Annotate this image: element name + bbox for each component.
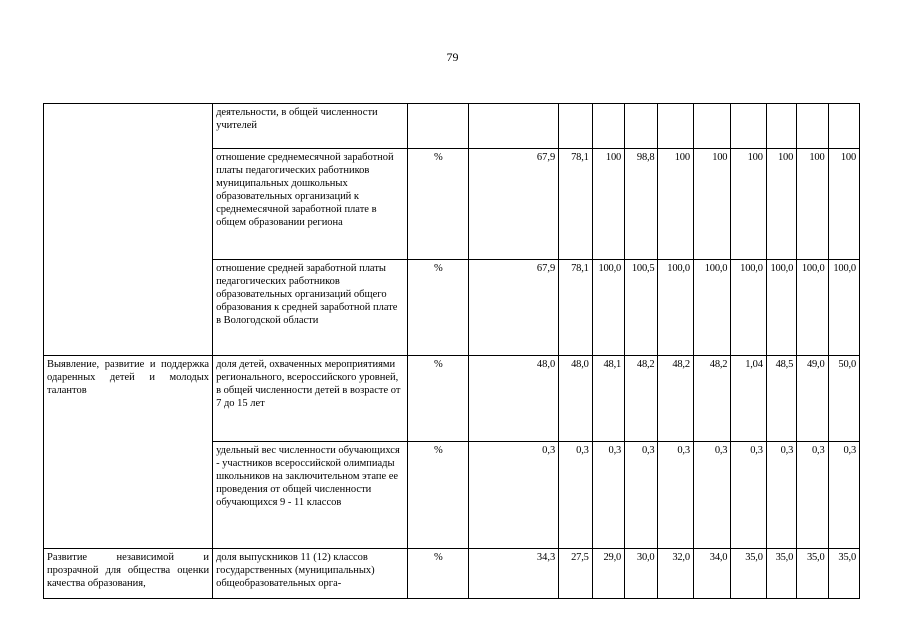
year-value-cell: 0,3 xyxy=(828,442,859,549)
indicator-cell: удельный вес численности обучающихся - участников всероссийской олимпиады школьников на заключительном этапе ее проведения от общей численности обучающихся 9 - 11 классов xyxy=(213,442,408,549)
year-value-cell: 100 xyxy=(693,149,730,260)
year-value-cell: 1,04 xyxy=(731,356,766,442)
table-row xyxy=(44,356,860,442)
unit-cell: % xyxy=(408,149,469,260)
year-value-cell: 0,3 xyxy=(592,442,624,549)
year-value-cell: 35,0 xyxy=(766,549,796,599)
base-value-cell xyxy=(469,104,559,149)
year-value-cell xyxy=(693,104,730,149)
year-value-cell: 78,1 xyxy=(559,260,592,356)
indicator-cell: доля детей, охваченных мероприятиями регионального, всероссийского уровней, в общей численности детей в возрасте от 7 до 15 лет xyxy=(213,356,408,442)
base-value-cell: 0,3 xyxy=(469,442,559,549)
year-value-cell xyxy=(592,104,624,149)
year-value-cell: 0,3 xyxy=(797,442,828,549)
year-value-cell: 100 xyxy=(797,149,828,260)
indicator-cell: отношение среднемесячной заработной платы педагогических работников муниципальных дошкольных образовательных организаций к среднемесячной заработной плате в общем образовании региона xyxy=(213,149,408,260)
year-value-cell: 100,5 xyxy=(625,260,658,356)
year-value-cell xyxy=(731,104,766,149)
year-value-cell: 35,0 xyxy=(828,549,859,599)
year-value-cell: 34,0 xyxy=(693,549,730,599)
base-value-cell: 48,0 xyxy=(469,356,559,442)
year-value-cell: 100,0 xyxy=(658,260,693,356)
direction-cell xyxy=(44,104,213,356)
year-value-cell: 32,0 xyxy=(658,549,693,599)
base-value-cell: 67,9 xyxy=(469,149,559,260)
indicator-cell: деятельности, в общей численности учителей xyxy=(213,104,408,149)
direction-cell: Развитие независимой и прозрачной для общества оценки качества образования, xyxy=(44,549,213,599)
year-value-cell: 100,0 xyxy=(592,260,624,356)
table-row xyxy=(44,104,860,149)
year-value-cell: 0,3 xyxy=(766,442,796,549)
indicators-table xyxy=(43,103,860,599)
year-value-cell: 0,3 xyxy=(693,442,730,549)
table-row xyxy=(44,549,860,599)
unit-cell: % xyxy=(408,549,469,599)
year-value-cell: 100 xyxy=(658,149,693,260)
year-value-cell: 48,2 xyxy=(658,356,693,442)
unit-cell: % xyxy=(408,356,469,442)
year-value-cell: 98,8 xyxy=(625,149,658,260)
indicator-cell: отношение средней заработной платы педагогических работников образовательных организаций общего образования к средней заработной плате в Вологодской области xyxy=(213,260,408,356)
page-number: 79 xyxy=(446,50,459,64)
year-value-cell: 78,1 xyxy=(559,149,592,260)
year-value-cell: 100 xyxy=(766,149,796,260)
base-value-cell: 34,3 xyxy=(469,549,559,599)
year-value-cell xyxy=(828,104,859,149)
year-value-cell: 100 xyxy=(731,149,766,260)
year-value-cell: 49,0 xyxy=(797,356,828,442)
direction-cell: Выявление, развитие и поддержка одаренных детей и молодых талантов xyxy=(44,356,213,549)
year-value-cell: 0,3 xyxy=(731,442,766,549)
year-value-cell: 48,1 xyxy=(592,356,624,442)
year-value-cell: 100 xyxy=(592,149,624,260)
year-value-cell: 48,0 xyxy=(559,356,592,442)
year-value-cell: 100,0 xyxy=(731,260,766,356)
year-value-cell: 48,5 xyxy=(766,356,796,442)
year-value-cell: 0,3 xyxy=(559,442,592,549)
year-value-cell: 100,0 xyxy=(828,260,859,356)
unit-cell: % xyxy=(408,260,469,356)
year-value-cell: 48,2 xyxy=(693,356,730,442)
year-value-cell: 100 xyxy=(828,149,859,260)
year-value-cell: 30,0 xyxy=(625,549,658,599)
year-value-cell: 48,2 xyxy=(625,356,658,442)
unit-cell: % xyxy=(408,442,469,549)
year-value-cell xyxy=(797,104,828,149)
year-value-cell xyxy=(625,104,658,149)
indicator-cell: доля выпускников 11 (12) классов государственных (муниципальных) общеобразовательных орга- xyxy=(213,549,408,599)
year-value-cell: 27,5 xyxy=(559,549,592,599)
year-value-cell: 100,0 xyxy=(797,260,828,356)
year-value-cell xyxy=(766,104,796,149)
year-value-cell: 0,3 xyxy=(658,442,693,549)
year-value-cell: 35,0 xyxy=(797,549,828,599)
year-value-cell xyxy=(658,104,693,149)
year-value-cell: 100,0 xyxy=(693,260,730,356)
base-value-cell: 67,9 xyxy=(469,260,559,356)
unit-cell xyxy=(408,104,469,149)
year-value-cell: 100,0 xyxy=(766,260,796,356)
year-value-cell: 29,0 xyxy=(592,549,624,599)
year-value-cell xyxy=(559,104,592,149)
year-value-cell: 50,0 xyxy=(828,356,859,442)
year-value-cell: 0,3 xyxy=(625,442,658,549)
year-value-cell: 35,0 xyxy=(731,549,766,599)
